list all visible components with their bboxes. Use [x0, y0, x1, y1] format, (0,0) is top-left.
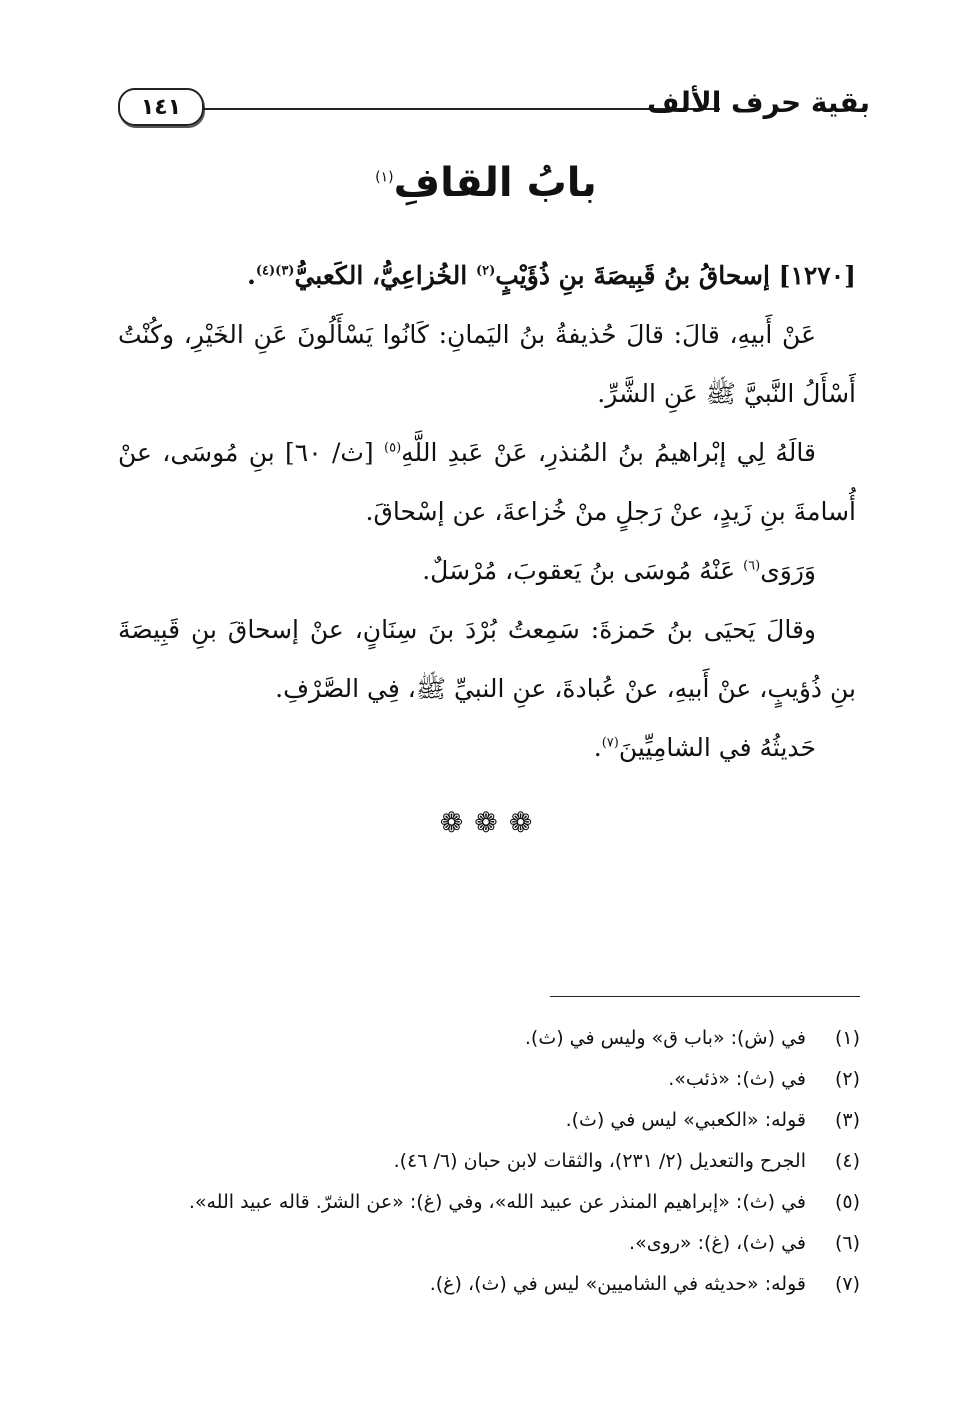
paragraph-5-end: . [593, 733, 602, 762]
footnote-ref-6: (٦) [743, 558, 761, 574]
footnote-text: الجرح والتعديل (٢/ ٢٣١)، والثقات لابن حبان (٦/ ٤٦). [393, 1150, 806, 1172]
footnote [118, 1059, 860, 1100]
footnote-number: (٣) [834, 1109, 860, 1131]
footnote [118, 1223, 860, 1264]
paragraph-2-rest: [ث/ ٦٠] بنِ مُوسَى، عنْ أُسامةَ بنِ زَيدٍ، عنْ رَجلٍ منْ خُزاعةَ، عن إسْحاقَ. [118, 438, 856, 526]
footnote-ref-5: (٥) [384, 440, 402, 456]
footnote-separator [550, 996, 860, 997]
paragraph-3-rest: عَنْهُ مُوسَى بنُ يَعقوبَ، مُرْسَلٌ. [422, 556, 744, 585]
entry-end: . [247, 261, 256, 290]
footnote-ref-3-4: (٣)(٤) [255, 263, 295, 279]
footnote-number: (١) [834, 1027, 860, 1049]
paragraph-2 [118, 423, 856, 541]
footnote-text: قوله: «حديثه في الشاميين» ليس في (ث)، (غ). [429, 1273, 806, 1295]
footnote [118, 1018, 860, 1059]
footnote-number: (٧) [834, 1273, 860, 1295]
ornament-icon: ❁ [508, 806, 533, 839]
entry-nisba: الخُزاعِيُّ، الكَعبيُّ [294, 261, 476, 290]
page-number-badge: ١٤١ [118, 88, 204, 126]
ornament-icon: ❁ [439, 806, 464, 839]
header-title: بقية حرف الألف [646, 86, 870, 119]
footnote-text: في (ث): «ذئب». [668, 1068, 806, 1090]
ornament-icon: ❁ [474, 806, 498, 839]
footnote-text: قوله: «الكعبي» ليس في (ث). [565, 1109, 806, 1131]
footnote-number: (٦) [834, 1232, 860, 1254]
footnote-number: (٥) [834, 1191, 860, 1213]
footnotes [118, 1018, 860, 1305]
paragraph-1: عَنْ أَبيهِ، قالَ: قالَ حُذيفةُ بنُ اليَمانِ: كَانُوا يَسْأَلُونَ عَنِ الخَيْرِ، وكُنْتُ أَسْأَلُ النَّبيَّ ﷺ عَنِ الشَّرِّ. [118, 320, 856, 408]
section-ornaments [0, 806, 972, 839]
footnote [118, 1141, 860, 1182]
footnote-number: (٢) [834, 1068, 860, 1090]
footnote-text: في (ث)، (غ): «روى». [629, 1232, 806, 1254]
footnote [118, 1100, 860, 1141]
footnote [118, 1264, 860, 1305]
entry-name: [١٢٧٠] إسحاقُ بنُ قَبِيصَةَ بنِ ذُؤَيْبٍ [495, 261, 856, 290]
chapter-footnote-ref: (١) [375, 169, 394, 186]
paragraph-2-start: قالَهُ لِي إبْراهيمُ بنُ المُنذرِ، عَنْ عَبدِ اللَّهِ [401, 438, 816, 467]
paragraph-5 [118, 718, 856, 777]
footnote-number: (٤) [834, 1150, 860, 1172]
paragraph-3-start: وَرَوَى [760, 556, 816, 585]
footnote-ref-7: (٧) [601, 735, 619, 751]
header-rule [202, 108, 720, 110]
running-header [118, 86, 870, 126]
footnote-text: في (ث): «إبراهيم المنذر عن عبيد الله»، وفي (غ): «عن الشرّ. قاله عبيد الله». [188, 1191, 806, 1213]
footnote-text: في (ش): «باب ق» وليس في (ث). [524, 1027, 806, 1049]
main-text [118, 246, 856, 777]
paragraph-4: وقالَ يَحيَى بنُ حَمزةَ: سَمِعتُ بُرْدَ بنَ سِنَانٍ، عنْ إسحاقَ بنِ قَبِيصَةَ بنِ ذُؤيبٍ، عنْ أَبيهِ، عنْ عُبادةَ، عنِ النبيِّ ﷺ، فِي الصَّرْفِ. [118, 615, 856, 703]
footnote [118, 1182, 860, 1223]
footnote-ref-2: (٢) [475, 263, 496, 279]
chapter-title [0, 160, 972, 206]
paragraph-3 [118, 541, 856, 600]
paragraph-5-start: حَديثُهُ في الشامِيِّينَ [618, 733, 816, 762]
entry-heading [118, 246, 856, 305]
chapter-title-text: بابُ القافِ [393, 160, 597, 206]
